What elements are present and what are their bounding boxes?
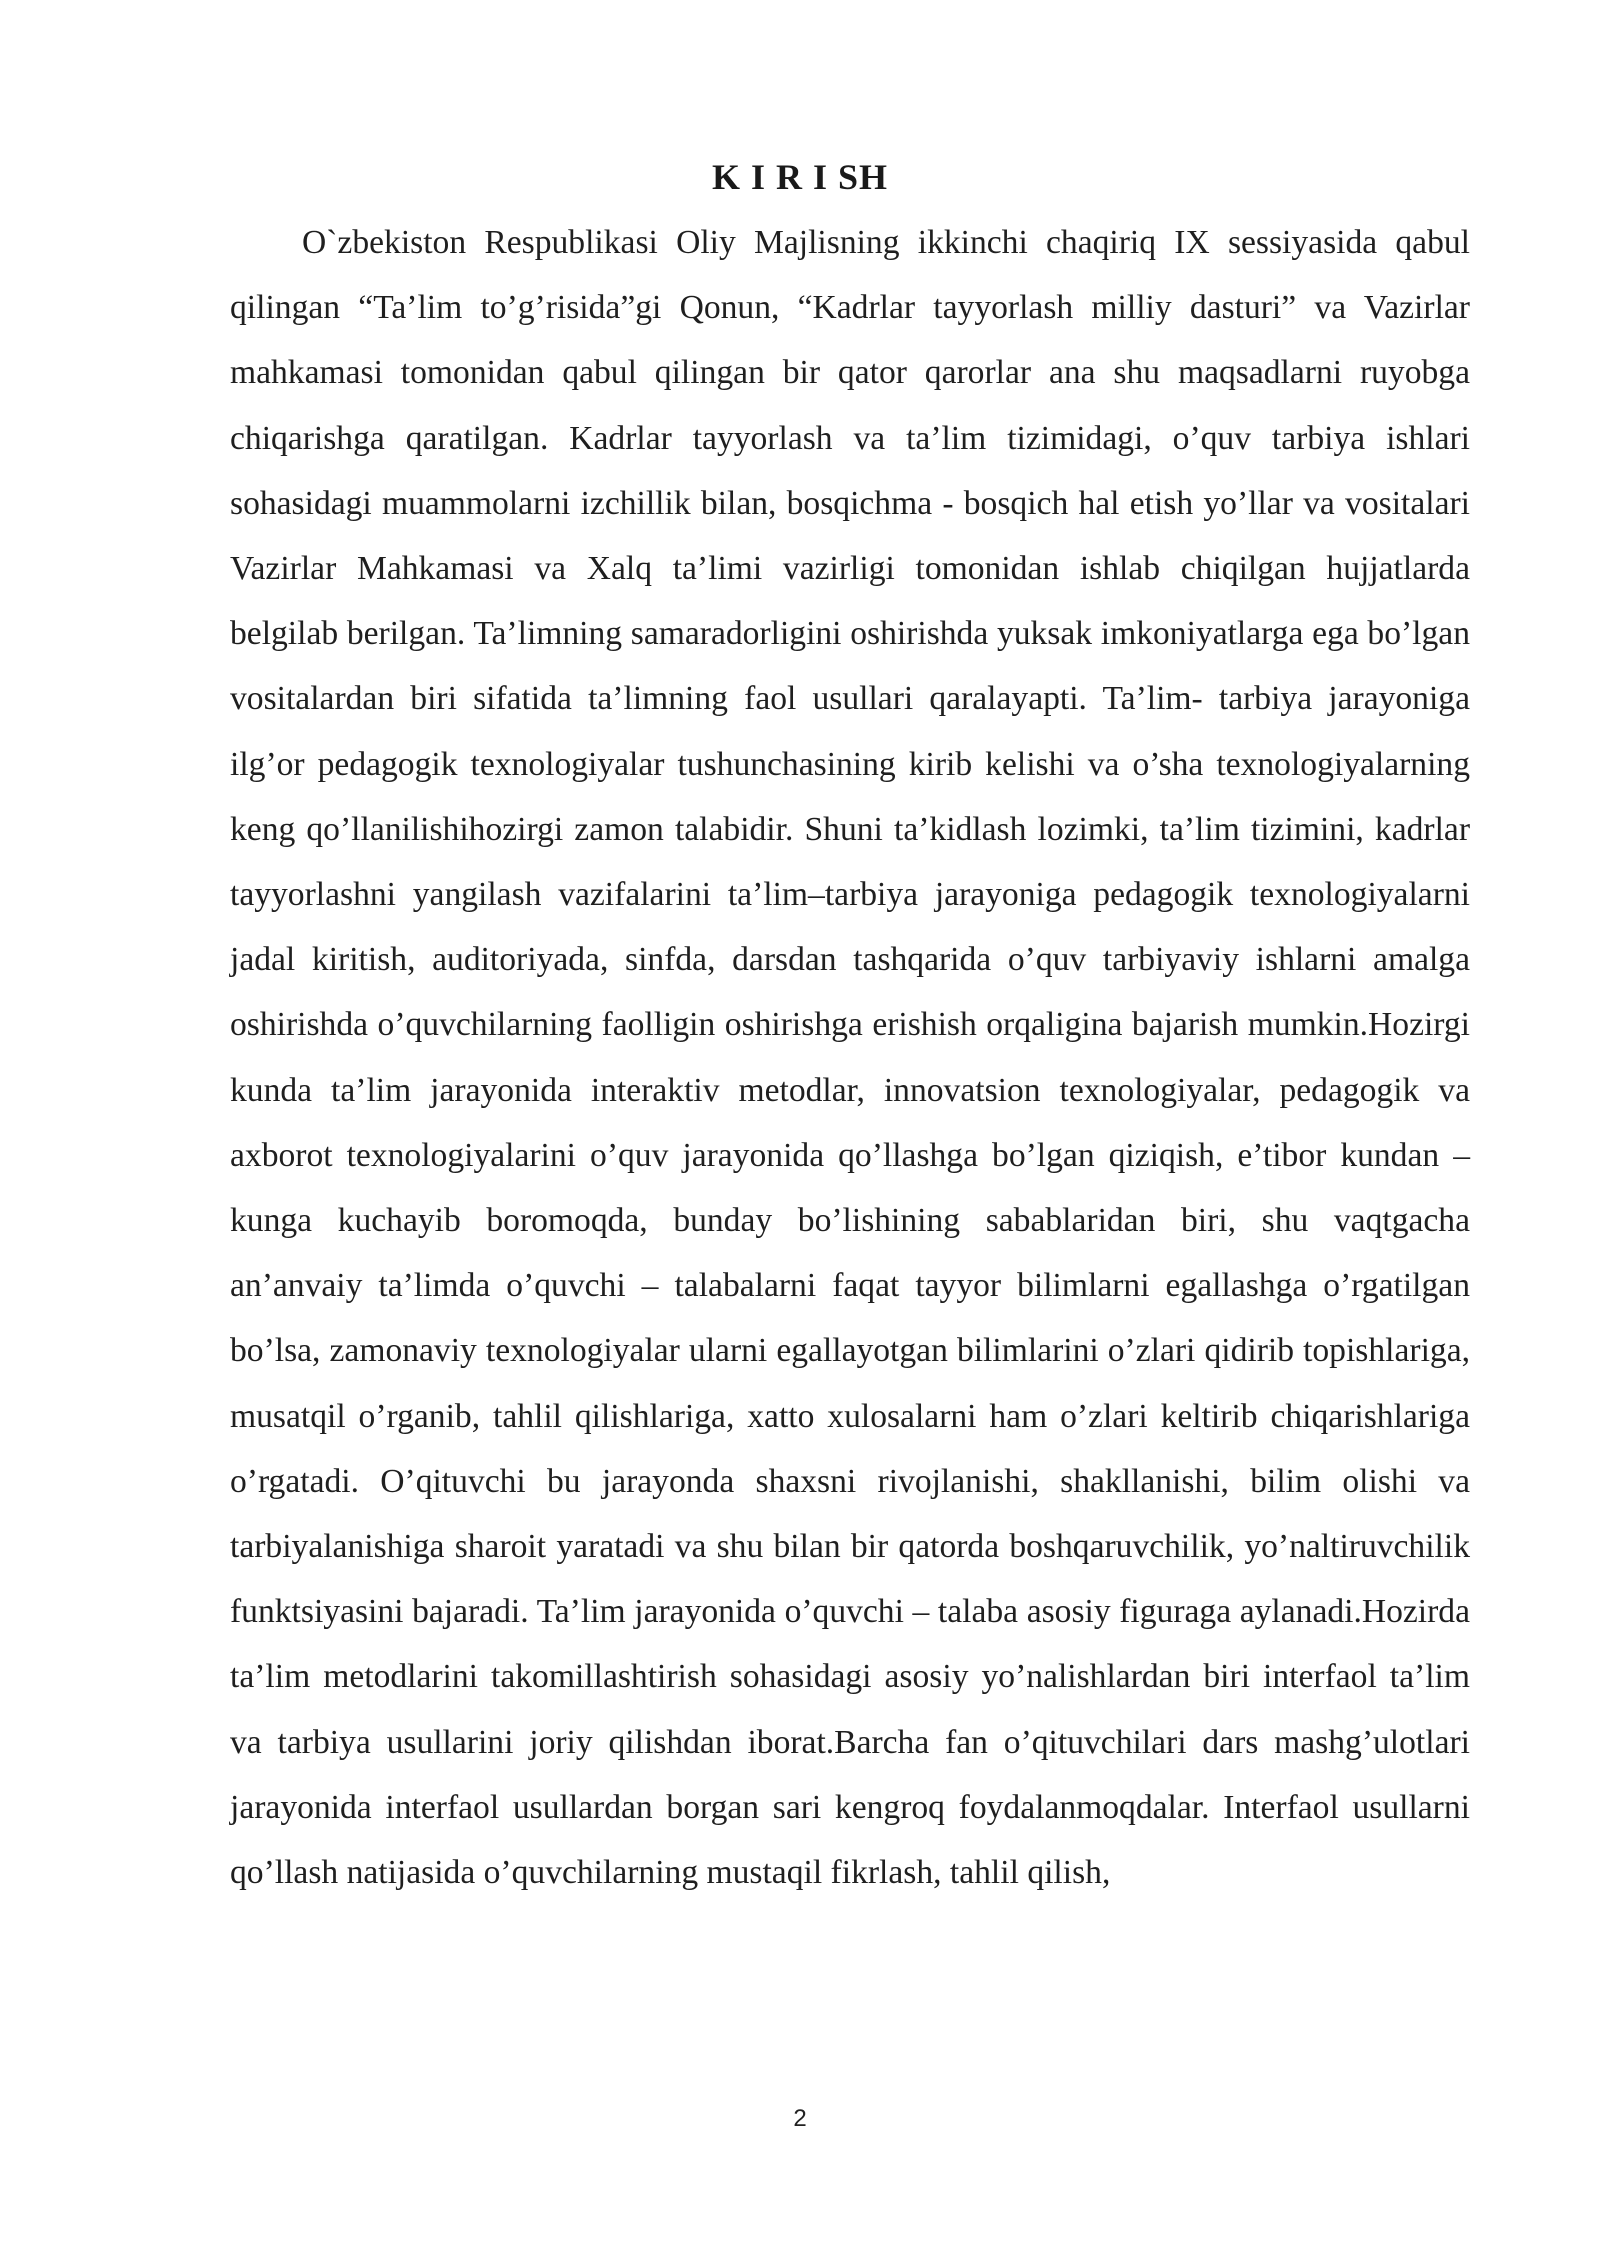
section-heading: K I R I SH	[711, 157, 889, 197]
body-paragraph: O`zbekiston Respublikasi Oliy Majlisning ikkinchi chaqiriq IX sessiyasida qabul qilingan “Ta’lim to’g’risida”gi Qonun, “Kadrlar tayyorlash milliy dasturi” va Vazirlar mahkamasi tomonidan qabul qilingan bir qator qarorlar ana shu maqsadlarni ruyobga chiqarishga qaratilgan. Kadrlar tayyorlash va ta’lim tizimidagi, o’quv tarbiya ishlari sohasidagi muammolarni izchillik bilan, bosqichma - bosqich hal etish yo’llar va vositalari Vazirlar Mahkamasi va Xalq ta’limi vazirligi tomonidan ishlab chiqilgan hujjatlarda belgilab berilgan. Ta’limning samaradorligini oshirishda yuksak imkoniyatlarga ega bo’lgan vositalardan biri sifatida ta’limning faol usullari qaralayapti. Ta’lim- tarbiya jarayoniga ilg’or pedagogik texnologiyalar tushunchasining kirib kelishi va o’sha texnologiyalarning keng qo’llanilishihozirgi zamon talabidir. Shuni ta’kidlash lozimki, ta’lim tizimini, kadrlar tayyorlashni yangilash vazifalarini ta’lim–tarbiya jarayoniga pedagogik texnologiyalarni jadal kiritish, auditoriyada, sinfda, darsdan tashqarida o’quv tarbiyaviy ishlarni amalga oshirishda o’quvchilarning faolligin oshirishga erishish orqaligina bajarish mumkin.Hozirgi kunda ta’lim jarayonida interaktiv metodlar, innovatsion texnologiyalar, pedagogik va axborot texnologiyalarini o’quv jarayonida qo’llashga bo’lgan qiziqish, e’tibor kundan – kunga kuchayib boromoqda, bunday bo’lishining sabablaridan biri, shu vaqtgacha an’anvaiy ta’limda o’quvchi – talabalarni faqat tayyor bilimlarni egallashga o’rgatilgan bo’lsa, zamonaviy texnologiyalar ularni egallayotgan bilimlarini o’zlari qidirib topishlariga, musatqil o’rganib, tahlil qilishlariga, xatto xulosalarni ham o’zlari keltirib chiqarishlariga o’rgatadi. O’qituvchi bu jarayonda shaxsni rivojlanishi, shakllanishi, bilim olishi va tarbiyalanishiga sharoit yaratadi va shu bilan bir qatorda boshqaruvchilik, yo’naltiruvchilik funktsiyasini bajaradi. Ta’lim jarayonida o’quvchi – talaba asosiy figuraga aylanadi.Hozirda ta’lim metodlarini takomillashtirish sohasidagi asosiy yo’nalishlardan biri interfaol ta’lim va tarbiya usullarini joriy qilishdan iborat.Barcha fan o’qituvchilari dars mashg’ulotlari jarayonida interfaol usullardan borgan sari kengroq foydalanmoqdalar. Interfaol usullarni qo’llash natijasida o’quvchilarning mustaqil fikrlash, tahlil qilish,	[230, 224, 1470, 1892]
page-number: 2	[793, 2105, 807, 2132]
